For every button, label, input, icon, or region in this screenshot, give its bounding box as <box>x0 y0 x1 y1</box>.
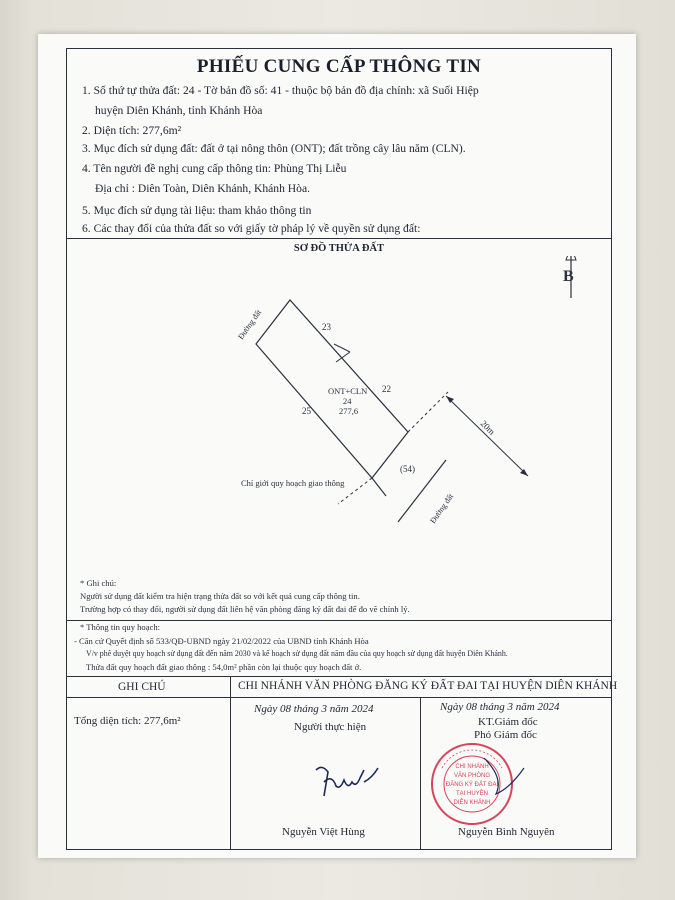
diagram-title: SƠ ĐỒ THỬA ĐẤT <box>293 243 385 254</box>
svg-text:DIÊN KHÁNH: DIÊN KHÁNH <box>453 800 491 806</box>
office-stamp <box>424 738 534 830</box>
svg-text:VĂN PHÒNG: VĂN PHÒNG <box>453 773 491 779</box>
svg-text:ĐĂNG KÝ ĐẤT ĐAI: ĐĂNG KÝ ĐẤT ĐAI <box>445 782 499 788</box>
divider-top <box>66 238 612 239</box>
scale-bar <box>446 396 528 476</box>
parcel-area-label: 277,6 <box>339 406 359 416</box>
boundary-label: Chỉ giới quy hoạch giao thông <box>241 478 345 488</box>
parcel-diagram <box>66 256 612 576</box>
footer-header-border <box>66 697 612 698</box>
document-title: PHIẾU CUNG CẤP THÔNG TIN <box>196 56 482 77</box>
neighbor-25: 25 <box>302 406 311 416</box>
planning-line-3: Thửa đất quy hoạch đất giao thông : 54,0m² phần còn lại thuộc quy hoạch đất ở. <box>86 662 362 672</box>
item-4: 4. Tên người đề nghị cung cấp thông tin: Phùng Thị Liễu <box>82 162 347 175</box>
planning-line-upper <box>408 392 448 432</box>
left-role: Người thực hiện <box>294 721 367 733</box>
footer-top-border <box>66 676 612 677</box>
office-label: CHI NHÁNH VĂN PHÒNG ĐĂNG KÝ ĐẤT ĐAI TẠI HUYỆN DIÊN KHÁNH <box>238 680 618 692</box>
total-area: Tổng diện tích: 277,6m² <box>74 715 181 727</box>
road-edge-left <box>372 478 386 496</box>
parcel-number-label: 24 <box>343 396 352 406</box>
road-label-bottom: Đường đất <box>428 492 456 526</box>
neighbor-23: 23 <box>322 322 331 332</box>
item-4-address: Địa chỉ : Diên Toàn, Diên Khánh, Khánh Hòa. <box>95 182 311 195</box>
planning-line-2: V/v phê duyệt quy hoạch sử dụng đất đến năm 2030 và kế hoạch sử dụng đất năm đầu của quy hoạch sử dụng đất huyện Diên Khánh. <box>86 649 508 658</box>
parcel-use-label: ONT+CLN <box>328 386 368 396</box>
boundary-tick <box>334 344 350 352</box>
north-label: B <box>563 268 574 285</box>
left-date: Ngày 08 tháng 3 năm 2024 <box>254 703 374 715</box>
scale-label: 20m <box>478 418 497 437</box>
item-6: 6. Các thay đổi của thửa đất so với giấy tờ pháp lý về quyền sử dụng đất: <box>82 222 421 235</box>
item-5: 5. Mục đích sử dụng tài liệu: tham khảo thông tin <box>82 204 312 217</box>
svg-text:TẠI HUYỆN: TẠI HUYỆN <box>455 791 489 797</box>
planning-heading: * Thông tin quy hoạch: <box>80 622 161 632</box>
ghi-chu-line-2: Trường hợp có thay đổi, người sử dụng đất liên hệ văn phòng đăng ký đất đai để đo vẽ chỉnh lý. <box>80 604 410 614</box>
item-1-cont: huyện Diên Khánh, tỉnh Khánh Hòa <box>95 104 263 117</box>
right-role-1: KT.Giám đốc <box>478 716 538 728</box>
ghi-chu-line-1: Người sử dụng đất kiểm tra hiện trạng thửa đất so với kết quả cung cấp thông tin. <box>80 591 360 601</box>
footer-divider-2 <box>420 697 421 850</box>
planning-area-label: (54) <box>400 464 415 474</box>
road-label-top: Đường đất <box>236 308 264 342</box>
left-signature <box>312 760 384 804</box>
left-name: Nguyễn Việt Hùng <box>282 826 365 838</box>
item-3: 3. Mục đích sử dụng đất: đất ở tại nông thôn (ONT); đất trồng cây lâu năm (CLN). <box>82 142 466 155</box>
right-role-2: Phó Giám đốc <box>474 729 537 741</box>
neighbor-22: 22 <box>382 384 391 394</box>
item-2: 2. Diện tích: 277,6m² <box>82 124 182 137</box>
svg-text:CHI NHÁNH: CHI NHÁNH <box>455 764 489 770</box>
right-date: Ngày 08 tháng 3 năm 2024 <box>440 701 560 713</box>
ghi-chu-heading: * Ghi chú: <box>80 578 117 588</box>
divider-notes <box>66 620 612 621</box>
ghi-chu-label: GHI CHÚ <box>118 681 166 693</box>
item-1: 1. Số thứ tự thửa đất: 24 - Tờ bản đồ số: 41 - thuộc bộ bản đồ địa chính: xã Suối Hiệp <box>82 84 479 97</box>
right-name: Nguyễn Bình Nguyên <box>458 826 555 838</box>
footer-divider-1 <box>230 676 231 850</box>
planning-line-1: - Căn cứ Quyết định số 533/QĐ-UBND ngày 21/02/2022 của UBND tỉnh Khánh Hòa <box>74 636 369 646</box>
